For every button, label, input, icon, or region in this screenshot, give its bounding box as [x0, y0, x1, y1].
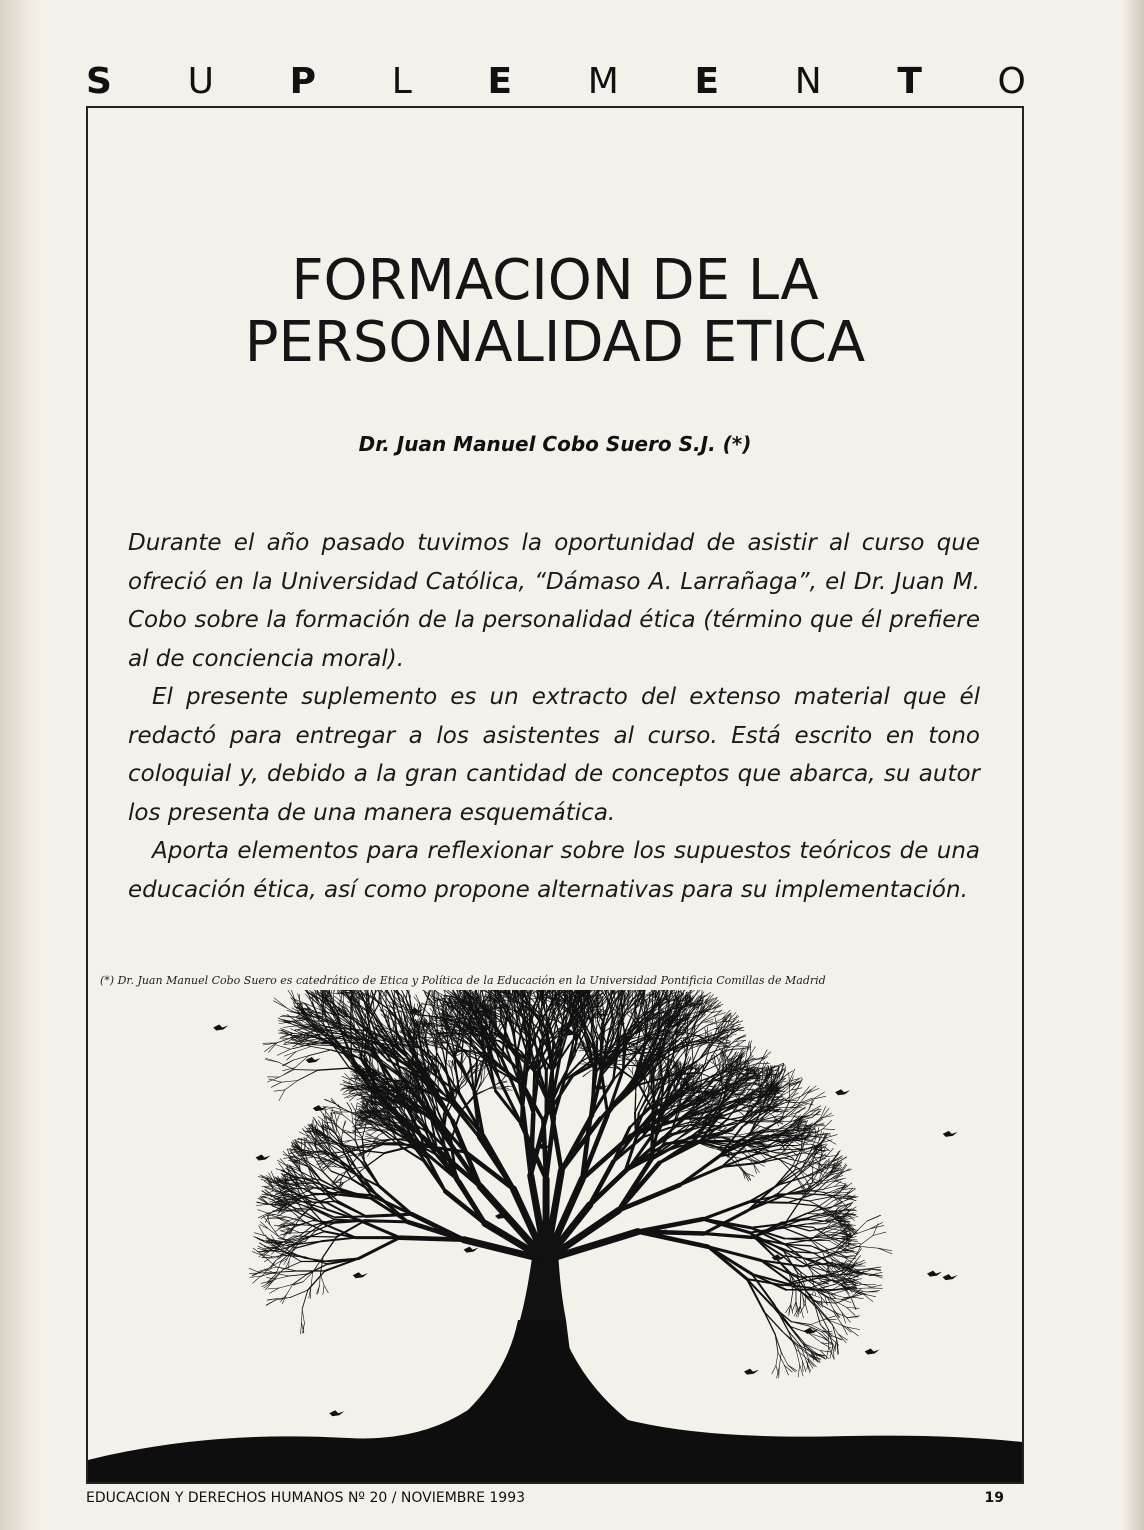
tree-branch: [299, 1132, 308, 1137]
tree-branch: [302, 1309, 303, 1323]
header-letter: T: [897, 61, 922, 102]
tree-branch: [366, 1214, 412, 1216]
header-letter: U: [187, 61, 214, 102]
tree-branch: [266, 1214, 276, 1215]
intro-text: [128, 524, 980, 909]
tree-branch: [321, 1238, 355, 1242]
tree-branch: [276, 1045, 290, 1049]
tree-branch: [365, 1221, 408, 1222]
tree-branch: [339, 1195, 371, 1196]
tree-branch: [312, 1237, 337, 1238]
tree-branch: [256, 1204, 267, 1205]
tree-branch: [276, 1271, 298, 1272]
tree-branch: [301, 1323, 302, 1334]
tree-branch: [274, 998, 286, 1008]
tree-branch: [266, 1300, 276, 1306]
intro-paragraph: Aporta elementos para reflexionar sobre los supuestos teóricos de una educación ética, así como propone alternativas para su implementación.: [128, 838, 980, 903]
tree-branch: [252, 1252, 263, 1256]
tree-branch: [298, 1070, 318, 1080]
tree-branch: [283, 1026, 297, 1028]
tree-branch: [309, 1050, 331, 1056]
tree-branch: [323, 1286, 324, 1295]
tree-branch: [345, 1073, 352, 1080]
author-byline: Dr. Juan Manuel Cobo Suero S.J. (*): [358, 432, 752, 456]
tree-branch: [302, 1290, 308, 1309]
tree-branch: [313, 1117, 319, 1125]
tree-branch: [347, 1102, 352, 1110]
tree-branch: [249, 1268, 260, 1273]
title-line-2: PERSONALIDAD ETICA: [244, 310, 866, 375]
tree-branch: [278, 1062, 294, 1070]
article-title: [86, 250, 1024, 374]
tree-branch: [290, 1290, 308, 1297]
tree-branch: [325, 1099, 335, 1103]
header-letter: L: [391, 61, 412, 102]
tree-branch: [287, 1052, 296, 1060]
tree-branch: [368, 990, 371, 992]
tree-branch: [483, 1136, 513, 1189]
tree-branch: [276, 1276, 289, 1279]
tree-branch: [258, 1210, 269, 1213]
tree-branch: [302, 1309, 304, 1323]
page-edge-shadow: [1122, 0, 1144, 1530]
header-letter: N: [794, 61, 822, 102]
tree-branch: [304, 1138, 305, 1150]
tree-branch: [356, 1103, 358, 1112]
tree-branch: [409, 990, 412, 993]
tree-silhouette-with-birds-icon: [88, 990, 1022, 1482]
tree-branch: [274, 1001, 287, 1008]
tree-branch: [279, 1070, 294, 1078]
tree-branch: [311, 1047, 331, 1050]
tree-branch: [334, 1108, 348, 1112]
tree-branch: [274, 1090, 285, 1091]
tree-branch: [361, 1130, 371, 1133]
tree-branch: [384, 1144, 418, 1145]
tree-branch: [283, 1262, 301, 1270]
tree-branch: [253, 1276, 261, 1283]
title-line-1: FORMACION DE LA: [291, 248, 819, 313]
tree-branch: [331, 1100, 338, 1107]
tree-branch: [272, 1270, 283, 1281]
tree-branch: [309, 1045, 334, 1046]
tree-branch: [288, 990, 296, 1002]
header-letter: E: [487, 61, 513, 102]
tree-branch: [262, 1257, 274, 1258]
tree-branch: [263, 1216, 270, 1225]
tree-branch: [284, 1043, 296, 1045]
tree-branch: [322, 1164, 331, 1168]
supplement-header: [86, 61, 1026, 102]
tree-branch: [366, 1153, 385, 1167]
tree-branch: [342, 1114, 353, 1122]
tree-branch: [365, 1138, 372, 1139]
tree-branch: [334, 1121, 343, 1130]
header-letter: S: [86, 61, 112, 102]
author-footnote: (*) Dr. Juan Manuel Cobo Suero es catedrático de Etica y Política de la Educación en la Universidad Pontificia Comillas de Madrid: [100, 974, 826, 987]
tree-branch: [279, 1090, 285, 1101]
header-letter: P: [289, 61, 317, 102]
page-gutter-shadow: [0, 0, 38, 1530]
tree-branch: [363, 1142, 371, 1143]
tree-branch: [296, 1021, 310, 1029]
tree-branch: [262, 1194, 272, 1195]
header-letter: E: [694, 61, 720, 102]
tree-branch: [294, 1070, 318, 1071]
tree-branch: [249, 1273, 260, 1274]
tree-branch: [324, 1286, 328, 1293]
intro-paragraph: El presente suplemento es un extracto del extenso material que él redactó para entregar a los asistentes al curso. Está escrito en tono coloquial y, debido a la gran cantidad de conceptos que abarca, su autor los presenta de una manera esquemática.: [128, 684, 980, 826]
tree-branch: [250, 1276, 261, 1277]
tree-branch: [271, 1082, 281, 1087]
header-letter: M: [587, 61, 619, 102]
tree-branch: [333, 1112, 342, 1114]
tree-branch: [284, 1052, 296, 1057]
header-letter: O: [997, 61, 1026, 102]
tree-branch: [307, 990, 311, 1001]
intro-paragraph: Durante el año pasado tuvimos la oportunidad de asistir al curso que ofreció en la Universidad Católica, “Dámaso A. Larrañaga”, el Dr. Juan M. Cobo sobre la formación de la personalidad ética (término que él prefiere al de conciencia moral).: [128, 530, 980, 672]
tree-branch: [305, 1138, 307, 1149]
tree-branch: [351, 1139, 363, 1140]
tree-branch: [318, 1068, 350, 1070]
tree-branch: [352, 1133, 363, 1140]
tree-branch: [543, 1121, 546, 1179]
tree-branch: [400, 1238, 464, 1240]
tree-branch: [359, 1238, 400, 1259]
